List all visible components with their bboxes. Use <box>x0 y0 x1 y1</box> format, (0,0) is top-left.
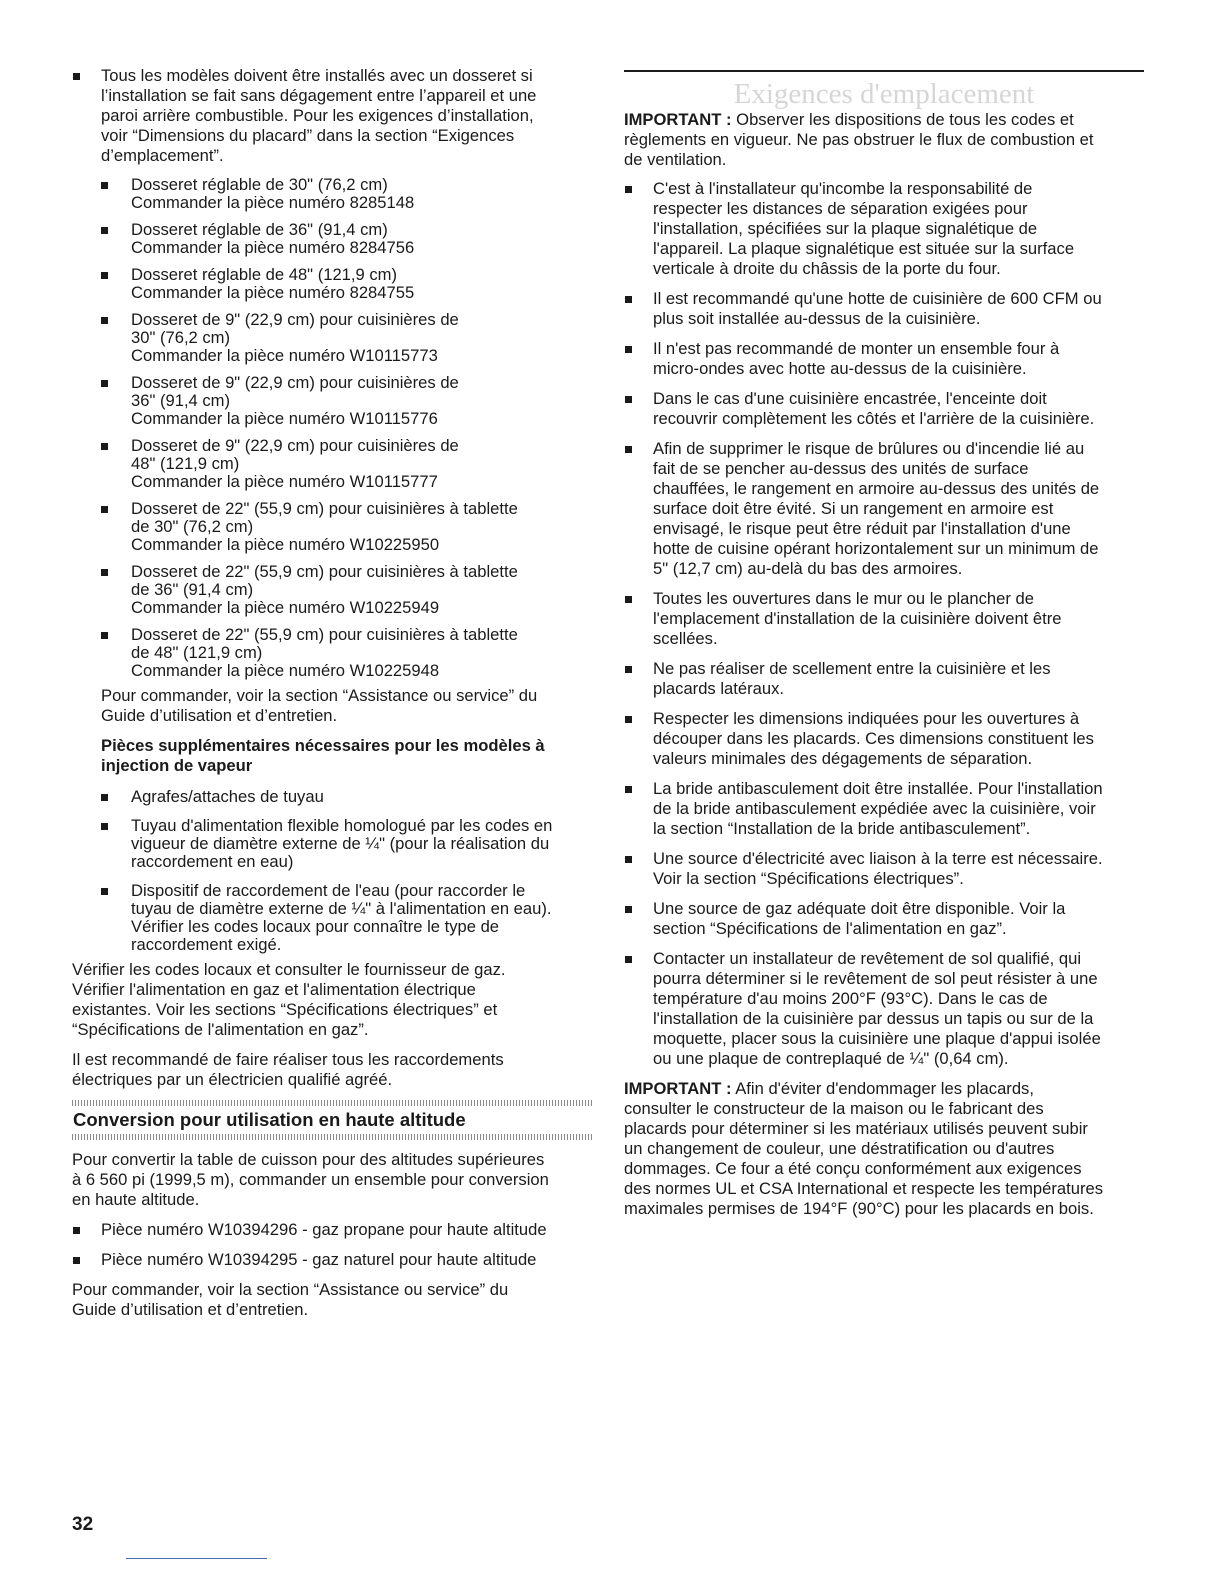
text-line: Tuyau d'alimentation flexible homologué par les codes en <box>131 816 553 835</box>
text-line: envisagé, le risque peut être réduit par l'installation d'une <box>653 519 1071 538</box>
requirement-item <box>624 589 1144 649</box>
text-line: Guide d’utilisation et d’entretien. <box>101 706 338 725</box>
bullet-icon <box>625 716 632 723</box>
page-number: 32 <box>72 1514 94 1535</box>
text-line: 36" (91,4 cm) <box>131 391 231 410</box>
text-line: “Spécifications de l'alimentation en gaz”. <box>72 1020 369 1039</box>
text-line: Commander la pièce numéro W10225948 <box>131 661 440 680</box>
altitude-kit-item <box>72 1220 592 1240</box>
bullet-icon <box>625 446 632 453</box>
bullet-icon <box>625 786 632 793</box>
text-line: Vérifier les codes locaux pour connaître le type de <box>131 917 500 936</box>
steam-item <box>72 788 592 806</box>
text-line: Respecter les dimensions indiquées pour les ouvertures à <box>653 709 1080 728</box>
bullet-icon <box>101 569 108 576</box>
text-line: Commander la pièce numéro W10225949 <box>131 598 440 617</box>
text-line: découper dans les placards. Ces dimensions constituent les <box>653 729 1094 748</box>
text-line: Commander la pièce numéro W10115773 <box>131 346 438 365</box>
text-line: l'installation, spécifiées sur la plaque signalétique de <box>653 219 1038 238</box>
text-line: Il est recommandé qu'une hotte de cuisinière de 600 CFM ou <box>653 289 1102 308</box>
requirements-list <box>624 179 1144 1069</box>
bullet-icon <box>625 186 632 193</box>
text-line: Dosseret de 22" (55,9 cm) pour cuisinières à tablette <box>131 499 518 518</box>
text-line: Observer les dispositions de tous les codes et <box>731 110 1074 129</box>
text-line: Pour commander, voir la section “Assistance ou service” du <box>101 686 538 705</box>
text-line: Afin de supprimer le risque de brûlures ou d'incendie lié au <box>653 439 1085 458</box>
text-line: Dosseret de 9" (22,9 cm) pour cuisinières de <box>131 373 459 392</box>
text-line: un changement de couleur, une déstratification ou d'autres <box>624 1139 1055 1158</box>
text-line: règlements en vigueur. Ne pas obstruer le flux de combustion et <box>624 130 1094 149</box>
bullet-icon <box>625 856 632 863</box>
requirement-item <box>624 779 1144 839</box>
text-line: de ventilation. <box>624 150 727 169</box>
bullet-icon <box>101 182 108 189</box>
text-line: Ne pas réaliser de scellement entre la cuisinière et les <box>653 659 1051 678</box>
bullet-icon <box>101 632 108 639</box>
text-line: Dosseret réglable de 36" (91,4 cm) <box>131 220 388 239</box>
text-line: Une source d'électricité avec liaison à la terre est nécessaire. <box>653 849 1103 868</box>
steam-parts-heading <box>72 736 592 776</box>
backsplash-item <box>72 266 592 302</box>
backsplash-item <box>72 221 592 257</box>
text-line: de la bride antibasculement expédiée avec la cuisinière, voir <box>653 799 1096 818</box>
backsplash-item <box>72 437 592 491</box>
text-line: Commander la pièce numéro 8284756 <box>131 238 415 257</box>
altitude-kit-item <box>72 1250 592 1270</box>
backsplash-item <box>72 500 592 554</box>
text-line: de 48" (121,9 cm) <box>131 643 263 662</box>
text-line: Il est recommandé de faire réaliser tous les raccordements <box>72 1050 504 1069</box>
text-line: 48" (121,9 cm) <box>131 454 240 473</box>
text-line: Commander la pièce numéro W10115776 <box>131 409 438 428</box>
text-line: respecter les distances de séparation exigées pour <box>653 199 1028 218</box>
bullet-icon <box>101 823 108 830</box>
backsplash-item <box>72 563 592 617</box>
bullet-icon <box>101 272 108 279</box>
text-line: électriques par un électricien qualifié agréé. <box>72 1070 393 1089</box>
text-line: voir “Dimensions du placard” dans la section “Exigences <box>101 126 515 145</box>
bullet-icon <box>73 73 80 80</box>
text-line: 30" (76,2 cm) <box>131 328 231 347</box>
text-line: température d'au moins 200°F (93°C). Dans le cas de <box>653 989 1048 1008</box>
text-line: Vérifier les codes locaux et consulter le fournisseur de gaz. <box>72 960 506 979</box>
text-line: la section “Installation de la bride antibasculement”. <box>653 819 1031 838</box>
text-line: existantes. Voir les sections “Spécifications électriques” et <box>72 1000 498 1019</box>
text-line: paroi arrière combustible. Pour les exigences d’installation, <box>101 106 534 125</box>
right-column <box>624 70 1144 1219</box>
text-line: d’emplacement”. <box>101 146 224 165</box>
order-note <box>72 1280 592 1320</box>
text-line: injection de vapeur <box>101 756 253 775</box>
text-line: surface doit être évité. Si un rangement en armoire est <box>653 499 1054 518</box>
bullet-icon <box>625 396 632 403</box>
text-line: verticale à droite du châssis de la porte du four. <box>653 259 1001 278</box>
bullet-icon <box>625 956 632 963</box>
divider <box>72 1134 592 1140</box>
text-line: Afin d'éviter d'endommager les placards, <box>731 1079 1034 1098</box>
text-line: dommages. Ce four a été conçu conformément aux exigences <box>624 1159 1082 1178</box>
bullet-icon <box>101 317 108 324</box>
text-line: l’installation se fait sans dégagement entre l’appareil et une <box>101 86 537 105</box>
text-line: à 6 560 pi (1999,5 m), commander un ensemble pour conversion <box>72 1170 549 1189</box>
text-line: fait de se pencher au-dessus des unités de surface <box>653 459 1029 478</box>
text-line: Toutes les ouvertures dans le mur ou le plancher de <box>653 589 1034 608</box>
verify-paragraph <box>72 960 592 1040</box>
bullet-icon <box>625 296 632 303</box>
order-note <box>72 686 592 726</box>
footer-rule <box>126 1558 267 1559</box>
section-title: Exigences d'emplacement <box>733 78 1035 110</box>
bullet-icon <box>625 596 632 603</box>
important-note <box>624 1079 1144 1219</box>
text-line: recouvrir complètement les côtés et l'arrière de la cuisinière. <box>653 409 1095 428</box>
text-line: Dosseret de 22" (55,9 cm) pour cuisinières à tablette <box>131 625 518 644</box>
text-line: Dans le cas d'une cuisinière encastrée, l'enceinte doit <box>653 389 1047 408</box>
bullet-icon <box>101 794 108 801</box>
text-line: des normes UL et CSA International et respecte les températures <box>624 1179 1104 1198</box>
bullet-icon <box>101 380 108 387</box>
backsplash-item <box>72 626 592 680</box>
text-line: de 30" (76,2 cm) <box>131 517 254 536</box>
text-line: placards latéraux. <box>653 679 784 698</box>
text-line: chauffées, le rangement en armoire au-dessus des unités de <box>653 479 1100 498</box>
text-line: consulter le constructeur de la maison ou le fabricant des <box>624 1099 1044 1118</box>
text-line: Il n'est pas recommandé de monter un ensemble four à <box>653 339 1060 358</box>
requirement-item <box>624 179 1144 279</box>
requirement-item <box>624 899 1144 939</box>
requirement-item <box>624 439 1144 579</box>
text-line: scellées. <box>653 629 718 648</box>
text-line: Dosseret de 9" (22,9 cm) pour cuisinières de <box>131 310 459 329</box>
text-line: Pour commander, voir la section “Assistance ou service” du <box>72 1280 509 1299</box>
text-line: section “Spécifications de l'alimentation en gaz”. <box>653 919 1007 938</box>
altitude-heading: Conversion pour utilisation en haute altitude <box>73 1109 466 1130</box>
requirement-item <box>624 659 1144 699</box>
requirement-item <box>624 849 1144 889</box>
left-column <box>72 66 592 1320</box>
requirement-item <box>624 339 1144 379</box>
text-line: Vérifier l'alimentation en gaz et l'alimentation électrique <box>72 980 476 999</box>
text-line: Dosseret de 9" (22,9 cm) pour cuisinières de <box>131 436 459 455</box>
text-line: Dosseret de 22" (55,9 cm) pour cuisinières à tablette <box>131 562 518 581</box>
text-line: Commander la pièce numéro W10225950 <box>131 535 440 554</box>
text-line: Voir la section “Spécifications électriques”. <box>653 869 964 888</box>
text-line: Pièce numéro W10394295 - gaz naturel pour haute altitude <box>101 1250 537 1269</box>
section-rule <box>624 70 1144 72</box>
bullet-icon <box>625 666 632 673</box>
text-line: 5" (12,7 cm) au-delà du bas des armoires. <box>653 559 963 578</box>
text-line: Agrafes/attaches de tuyau <box>131 787 324 806</box>
requirement-item <box>624 289 1144 329</box>
text-line: micro-ondes avec hotte au-dessus de la cuisinière. <box>653 359 1027 378</box>
important-label: IMPORTANT : <box>624 110 732 129</box>
backsplash-item <box>72 311 592 365</box>
important-note <box>624 110 1144 170</box>
text-line: Dosseret réglable de 30" (76,2 cm) <box>131 175 388 194</box>
text-line: en haute altitude. <box>72 1190 200 1209</box>
text-line: l'appareil. La plaque signalétique est située sur la surface <box>653 239 1075 258</box>
text-line: Contacter un installateur de revêtement de sol qualifié, qui <box>653 949 1082 968</box>
text-line: tuyau de diamètre externe de ¼" à l'alimentation en eau). <box>131 899 552 918</box>
bullet-icon <box>73 1257 80 1264</box>
text-line: Commander la pièce numéro 8284755 <box>131 283 415 302</box>
list-item-backsplash-required <box>72 66 592 166</box>
requirement-item <box>624 389 1144 429</box>
text-line: C'est à l'installateur qu'incombe la responsabilité de <box>653 179 1033 198</box>
bullet-icon <box>625 346 632 353</box>
text-line: de 36" (91,4 cm) <box>131 580 254 599</box>
requirement-item <box>624 949 1144 1069</box>
text-line: Tous les modèles doivent être installés avec un dosseret si <box>101 66 533 85</box>
text-line: l'installation de la cuisinière par dessus un tapis ou sur de la <box>653 1009 1094 1028</box>
text-line: Commander la pièce numéro 8285148 <box>131 193 415 212</box>
text-line: raccordement exigé. <box>131 935 282 954</box>
text-line: La bride antibasculement doit être installée. Pour l'installation <box>653 779 1103 798</box>
text-line: Une source de gaz adéquate doit être disponible. Voir la <box>653 899 1066 918</box>
bullet-icon <box>101 888 108 895</box>
backsplash-item <box>72 374 592 428</box>
text-line: pourra déterminer si le revêtement de sol peut résister à une <box>653 969 1098 988</box>
text-line: Pour convertir la table de cuisson pour des altitudes supérieures <box>72 1150 545 1169</box>
text-line: plus soit installée au-dessus de la cuisinière. <box>653 309 981 328</box>
bullet-icon <box>625 906 632 913</box>
steam-item <box>72 817 592 871</box>
requirement-item <box>624 709 1144 769</box>
bullet-icon <box>101 506 108 513</box>
text-line: ou une plaque de contreplaqué de ¼" (0,64 cm). <box>653 1049 1009 1068</box>
text-line: Dispositif de raccordement de l'eau (pour raccorder le <box>131 881 526 900</box>
text-line: vigueur de diamètre externe de ¼" (pour la réalisation du <box>131 834 550 853</box>
bullet-icon <box>101 443 108 450</box>
text-line: Guide d’utilisation et d’entretien. <box>72 1300 309 1319</box>
altitude-paragraph <box>72 1150 592 1210</box>
important-label: IMPORTANT : <box>624 1079 732 1098</box>
text-line: Dosseret réglable de 48" (121,9 cm) <box>131 265 397 284</box>
text-line: Pièce numéro W10394296 - gaz propane pour haute altitude <box>101 1220 547 1239</box>
text-line: hotte de cuisine opérant horizontalement sur un minimum de <box>653 539 1099 558</box>
backsplash-item <box>72 176 592 212</box>
text-line: maximales permises de 194°F (90°C) pour les placards en bois. <box>624 1199 1094 1218</box>
text-line: moquette, placer sous la cuisinière une plaque d'appui isolée <box>653 1029 1101 1048</box>
steam-item <box>72 882 592 954</box>
text-line: raccordement en eau) <box>131 852 294 871</box>
electrician-paragraph <box>72 1050 592 1090</box>
text-line: l'emplacement d'installation de la cuisinière doivent être <box>653 609 1062 628</box>
text-line: placards pour déterminer si les matériaux utilisés peuvent subir <box>624 1119 1088 1138</box>
text-line: Pièces supplémentaires nécessaires pour les modèles à <box>101 736 545 755</box>
bullet-icon <box>101 227 108 234</box>
text-line: valeurs minimales des dégagements de séparation. <box>653 749 1033 768</box>
text-line: Commander la pièce numéro W10115777 <box>131 472 438 491</box>
bullet-icon <box>73 1227 80 1234</box>
